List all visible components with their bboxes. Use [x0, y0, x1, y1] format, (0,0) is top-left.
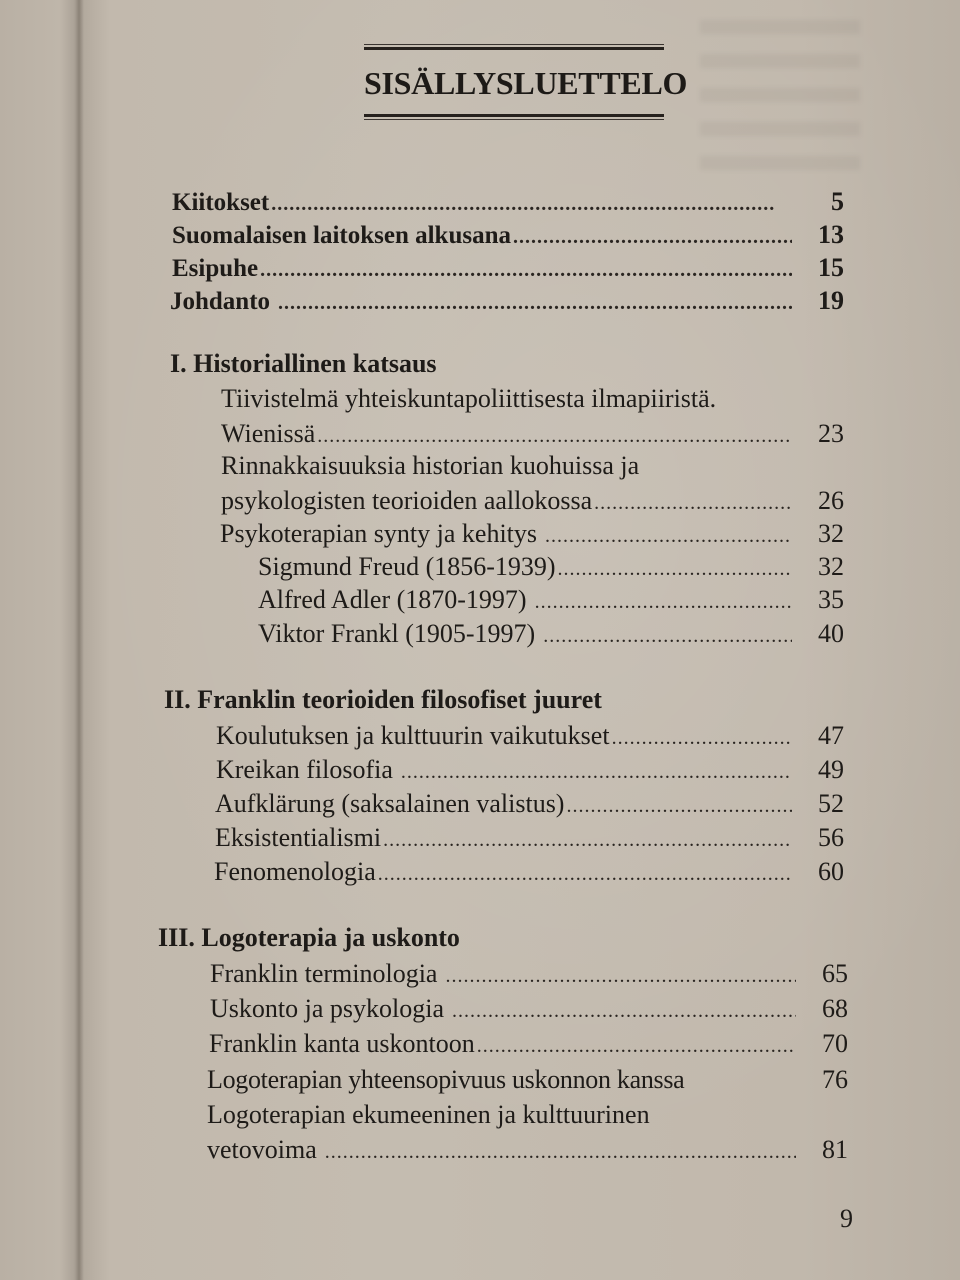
- page-title: SISÄLLYSLUETTELO: [364, 65, 688, 101]
- toc-entry-johdanto[interactable]: [170, 285, 844, 319]
- toc-entry-eksistentialismi[interactable]: [215, 822, 844, 856]
- leader-dots: [401, 756, 792, 788]
- leader-dots: [543, 620, 792, 652]
- toc-page-number: 68: [822, 994, 848, 1023]
- toc-entry-esipuhe[interactable]: [172, 252, 844, 286]
- leader-dots: [452, 995, 796, 1027]
- page-number: 9: [840, 1204, 853, 1233]
- toc-entry-label: Eksistentialismi: [215, 823, 382, 852]
- toc-page-number: 40: [818, 619, 844, 648]
- toc-page-number: 5: [831, 187, 844, 216]
- toc-page-number: 65: [822, 959, 848, 988]
- leader-dots: [513, 221, 792, 253]
- toc-entry-adler[interactable]: [258, 584, 844, 618]
- toc-entry-label-line1: Rinnakkaisuuksia historian kuohuissa ja: [221, 451, 640, 480]
- leader-dots: [445, 960, 796, 992]
- leader-dots: [477, 1030, 796, 1062]
- toc-entry-label: Suomalaisen laitoksen alkusana: [172, 222, 511, 249]
- toc-entry-label: Alfred Adler (1870-1997): [258, 585, 527, 614]
- toc-entry-alkusana[interactable]: [172, 219, 844, 253]
- toc-entry-yhteensopivuus[interactable]: [207, 1064, 848, 1098]
- toc-entry-label: vetovoima: [207, 1135, 317, 1164]
- chapter-heading-3[interactable]: III. Logoterapia ja uskonto: [158, 923, 460, 952]
- toc-entry-fenomenologia[interactable]: [214, 856, 844, 890]
- toc-entry-label: Johdanto: [170, 288, 271, 315]
- chapter-heading-2[interactable]: II. Franklin teorioiden filosofiset juuret: [164, 685, 602, 714]
- toc-entry-label: Sigmund Freud (1856-1939): [258, 552, 556, 581]
- toc-page-number: 47: [818, 721, 844, 750]
- toc-page-number: 35: [818, 585, 844, 614]
- toc-page-number: 32: [818, 519, 844, 548]
- toc-entry-freud[interactable]: [258, 551, 844, 585]
- toc-page-number: 52: [818, 789, 844, 818]
- toc-entry-uskonto-ja-psykologia[interactable]: [210, 993, 848, 1027]
- toc-entry-label: Franklin kanta uskontoon: [209, 1029, 475, 1058]
- toc-entry-label: psykologisten teorioiden aallokossa: [221, 486, 593, 515]
- toc-page-number: 56: [818, 823, 844, 852]
- toc-entry-frankl[interactable]: [258, 618, 844, 652]
- toc-entry-label: Kiitokset: [172, 189, 270, 216]
- toc-page-number: 13: [818, 220, 844, 249]
- toc-entry-label: Fenomenologia: [214, 857, 376, 886]
- toc-entry-label: Viktor Frankl (1905-1997): [258, 619, 536, 648]
- leader-dots: [278, 287, 792, 319]
- leader-dots: [535, 586, 792, 618]
- toc-page-number: 60: [818, 857, 844, 886]
- toc-page-number: 19: [818, 286, 844, 315]
- toc-entry-label: Koulutuksen ja kulttuurin vaikutukset: [216, 721, 610, 750]
- leader-dots: [594, 487, 792, 519]
- toc-entry-label: Psykoterapian synty ja kehitys: [220, 519, 538, 548]
- toc-entry-koulutuksen[interactable]: [216, 720, 844, 754]
- leader-dots: [383, 824, 792, 856]
- leader-dots: [612, 722, 792, 754]
- leader-dots: [317, 420, 792, 452]
- toc-entry-label: Esipuhe: [172, 255, 259, 282]
- toc-page-number: 49: [818, 755, 844, 784]
- toc-entry-aallokossa[interactable]: [221, 485, 844, 519]
- toc-entry-label: Franklin terminologia: [210, 959, 438, 988]
- toc-entry-vetovoima[interactable]: [207, 1134, 848, 1168]
- leader-dots: [558, 553, 792, 585]
- toc-page-number: 76: [822, 1065, 848, 1094]
- toc-page-number: 15: [818, 253, 844, 282]
- leader-dots: [271, 188, 774, 220]
- toc-entry-kreikan-filosofia[interactable]: [216, 754, 844, 788]
- toc-page-number: 32: [818, 552, 844, 581]
- toc-entry-psykoterapian-synty[interactable]: [220, 518, 844, 552]
- toc-entry-label: Aufklärung (saksalainen valistus): [215, 789, 565, 818]
- toc-entry-label: Wienissä: [221, 419, 316, 448]
- toc-entry-franklin-kanta[interactable]: [209, 1028, 848, 1062]
- leader-dots: [566, 790, 792, 822]
- toc-page-number: 81: [822, 1135, 848, 1164]
- leader-dots: [325, 1136, 796, 1168]
- chapter-heading-1[interactable]: I. Historiallinen katsaus: [170, 349, 437, 378]
- toc-entry-label: Kreikan filosofia: [216, 755, 393, 784]
- toc-entry-aufklarung[interactable]: [215, 788, 844, 822]
- toc-entry-label: Logoterapian yhteensopivuus uskonnon kanssa: [207, 1065, 685, 1094]
- toc-page-number: 26: [818, 486, 844, 515]
- toc-entry-wienissa[interactable]: [221, 418, 844, 452]
- toc-entry-label-line1: Tiivistelmä yhteiskuntapoliittisesta ilmapiiristä.: [221, 384, 717, 413]
- toc-entry-kiitokset[interactable]: [172, 186, 844, 220]
- toc-entry-franklin-terminologia[interactable]: [210, 958, 848, 992]
- leader-dots: [260, 254, 792, 286]
- toc-page-number: 23: [818, 419, 844, 448]
- leader-dots: [378, 858, 792, 890]
- toc-entry-label: Uskonto ja psykologia: [210, 994, 444, 1023]
- toc-page-number: 70: [822, 1029, 848, 1058]
- leader-dots: [545, 520, 792, 552]
- toc-entry-label-line1: Logoterapian ekumeeninen ja kulttuurinen: [207, 1100, 650, 1129]
